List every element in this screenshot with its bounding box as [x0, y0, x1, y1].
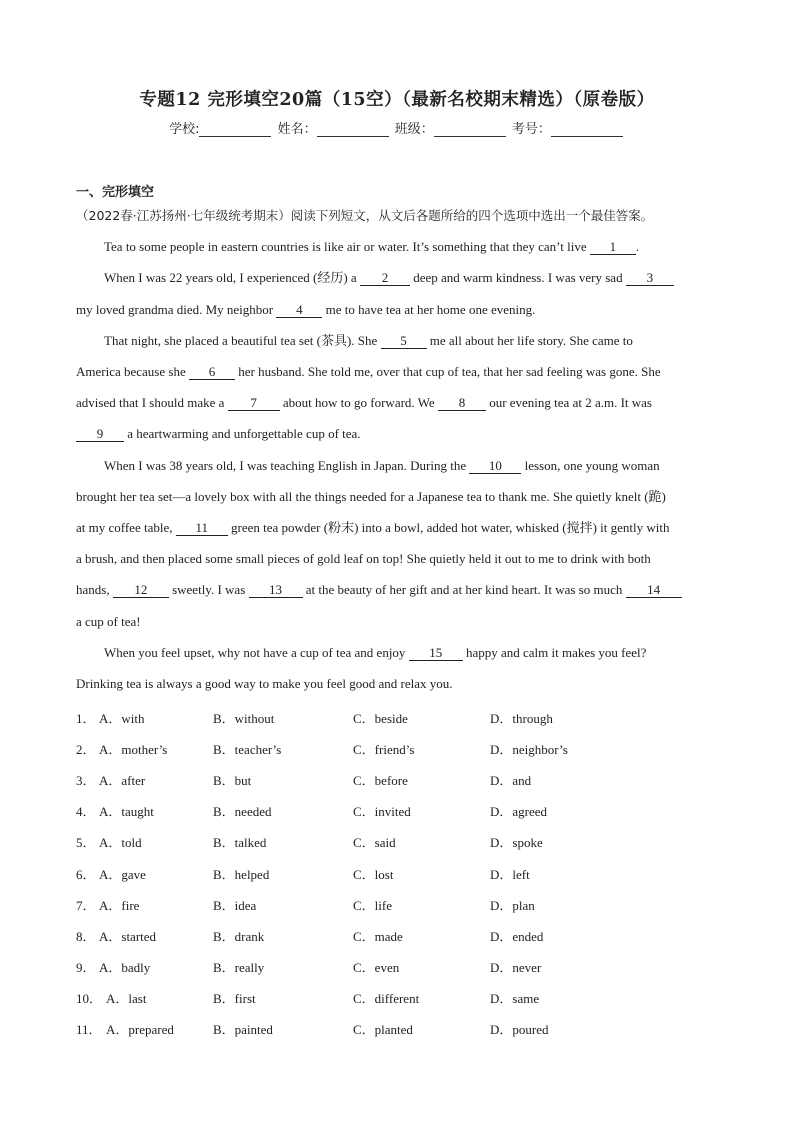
blank-12: 12: [113, 583, 169, 598]
name-label: 姓名：: [277, 122, 317, 137]
section-heading: 一、完形填空: [76, 185, 155, 200]
option-a[interactable]: A．with: [99, 711, 145, 726]
passage-line: When you feel upset, why not have a cup of tea and enjoy 15 happy and calm it makes you feel?: [104, 645, 647, 660]
blank-13: 13: [249, 583, 303, 598]
question-number: 2．: [76, 742, 96, 758]
blank-3: 3: [626, 271, 674, 286]
question-number: 6．: [76, 866, 96, 882]
option-d[interactable]: D．plan: [490, 897, 535, 913]
passage-line: When I was 38 years old, I was teaching English in Japan. During the 10 lesson, one young woman: [104, 458, 660, 473]
exam-number-blank[interactable]: [551, 124, 623, 137]
passage-line: my loved grandma died. My neighbor 4 me to have tea at her home one evening.: [76, 302, 536, 317]
option-a[interactable]: A．gave: [99, 866, 146, 882]
blank-2: 2: [360, 271, 410, 286]
passage-line: Tea to some people in eastern countries is like air or water. It’s something that they can’t live 1 .: [104, 239, 640, 254]
passage-line: hands, 12 sweetly. I was 13 at the beauty of her gift and at her kind heart. It was so much 14: [76, 582, 716, 598]
exam-number-label: 考号：: [511, 122, 551, 137]
option-a[interactable]: A．told: [99, 835, 142, 851]
class-label: 班级：: [394, 122, 434, 137]
passage-line: brought her tea set—a lovely box with all the things needed for a Japanese tea to thank me. She quietly knelt (跪): [76, 489, 666, 504]
question-number: 1．: [76, 711, 96, 726]
name-blank[interactable]: [317, 124, 389, 137]
passage-line: When I was 22 years old, I experienced (经历) a 2 deep and warm kindness. I was very sad 3: [104, 270, 744, 286]
option-c[interactable]: C．friend’s: [353, 742, 415, 758]
option-d[interactable]: D．same: [490, 990, 540, 1006]
blank-15: 15: [409, 646, 463, 661]
option-d[interactable]: D．and: [490, 773, 532, 789]
option-a[interactable]: A．prepared: [106, 1022, 174, 1037]
question-number: 5．: [76, 835, 96, 851]
option-a[interactable]: A．after: [99, 773, 146, 789]
source-note: （2022春·江苏扬州·七年级统考期末）阅读下列短文，从文后各题所给的四个选项中选出一个最佳答案。: [76, 208, 654, 223]
question-number: 7．: [76, 897, 96, 913]
option-b[interactable]: B．needed: [213, 804, 272, 820]
class-blank[interactable]: [434, 124, 506, 137]
option-a[interactable]: A．taught: [99, 804, 154, 820]
option-d[interactable]: D．never: [490, 959, 542, 975]
option-c[interactable]: C．lost: [353, 866, 394, 882]
question-number: 10．: [76, 990, 103, 1006]
option-a[interactable]: A．last: [106, 990, 147, 1006]
blank-11: 11: [176, 521, 228, 536]
option-d[interactable]: D．ended: [490, 928, 544, 944]
option-b[interactable]: B．talked: [213, 835, 267, 851]
option-c[interactable]: C．different: [353, 990, 420, 1006]
passage-line: 9 a heartwarming and unforgettable cup of tea.: [76, 426, 716, 442]
blank-8: 8: [438, 396, 486, 411]
option-d[interactable]: D．poured: [490, 1022, 549, 1037]
school-label: 学校:: [169, 122, 200, 137]
passage-line: a brush, and then placed some small pieces of gold leaf on top! She quietly held it out to me to drink with both: [76, 551, 651, 566]
option-c[interactable]: C．made: [353, 928, 403, 944]
passage-line: That night, she placed a beautiful tea set (茶具). She 5 me all about her life story. She came to: [104, 333, 633, 348]
page-title: 专题12 完形填空20篇（15空）（最新名校期末精选）（原卷版）: [139, 90, 655, 110]
option-a[interactable]: A．mother’s: [99, 742, 168, 758]
passage-line: a cup of tea!: [76, 614, 141, 629]
blank-4: 4: [276, 303, 322, 318]
option-c[interactable]: C．said: [353, 835, 396, 851]
question-number: 11．: [76, 1022, 102, 1037]
blank-7: 7: [228, 396, 280, 411]
blank-6: 6: [189, 365, 235, 380]
option-d[interactable]: D．neighbor’s: [490, 742, 568, 758]
blank-10: 10: [469, 459, 521, 474]
option-b[interactable]: B．but: [213, 773, 252, 789]
question-number: 9．: [76, 959, 96, 975]
school-blank[interactable]: [199, 124, 271, 137]
question-number: 3．: [76, 773, 96, 789]
option-b[interactable]: B．helped: [213, 866, 270, 882]
option-a[interactable]: A．started: [99, 928, 157, 944]
passage-line: at my coffee table, 11 green tea powder (粉末) into a bowl, added hot water, whisked (搅拌) it gently with: [76, 520, 670, 535]
option-d[interactable]: D．agreed: [490, 804, 548, 820]
question-number: 4．: [76, 804, 96, 820]
option-c[interactable]: C．beside: [353, 711, 408, 726]
option-b[interactable]: B．without: [213, 711, 275, 726]
blank-9: 9: [76, 427, 124, 442]
option-c[interactable]: C．planted: [353, 1022, 413, 1037]
option-d[interactable]: D．left: [490, 866, 530, 882]
option-b[interactable]: B．painted: [213, 1022, 273, 1037]
option-c[interactable]: C．life: [353, 897, 392, 913]
option-b[interactable]: B．first: [213, 990, 256, 1006]
option-b[interactable]: B．teacher’s: [213, 742, 282, 758]
option-b[interactable]: B．idea: [213, 897, 257, 913]
option-a[interactable]: A．fire: [99, 897, 140, 913]
student-info-line: [0, 118, 794, 137]
option-d[interactable]: D．spoke: [490, 835, 543, 851]
option-c[interactable]: C．before: [353, 773, 408, 789]
option-a[interactable]: A．badly: [99, 959, 151, 975]
blank-1: 1: [590, 240, 636, 255]
option-c[interactable]: C．invited: [353, 804, 411, 820]
option-b[interactable]: B．drank: [213, 928, 265, 944]
option-b[interactable]: B．really: [213, 959, 265, 975]
option-d[interactable]: D．through: [490, 711, 553, 726]
question-number: 8．: [76, 928, 96, 944]
blank-14: 14: [626, 583, 682, 598]
passage-line: Drinking tea is always a good way to make you feel good and relax you.: [76, 676, 453, 691]
passage-line: America because she 6 her husband. She told me, over that cup of tea, that her sad feeling was gone. She: [76, 364, 661, 379]
option-c[interactable]: C．even: [353, 959, 400, 975]
blank-5: 5: [381, 334, 427, 349]
passage-line: advised that I should make a 7 about how to go forward. We 8 our evening tea at 2 a.m. It was: [76, 395, 652, 410]
